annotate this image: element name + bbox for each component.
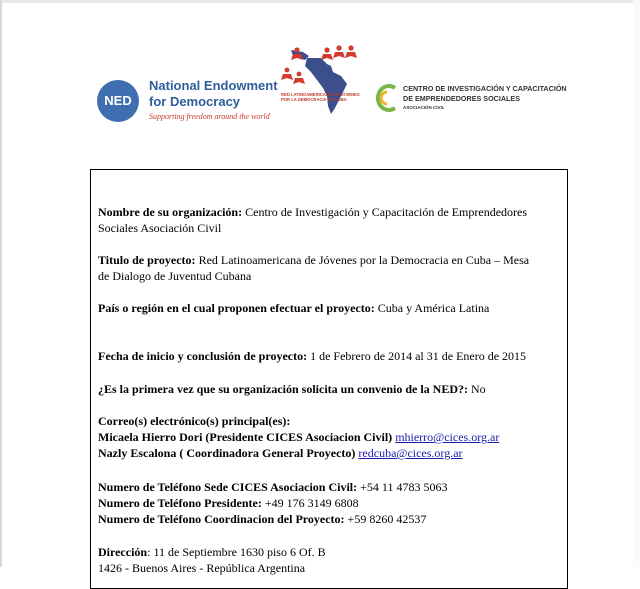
ned-name-line1: National Endowment: [149, 78, 278, 93]
org-value: Centro de Investigación y Capacitación de Emprendedores: [245, 205, 528, 219]
phone1-value: +54 11 4783 5063: [360, 480, 448, 494]
ned-tagline: Supporting freedom around the world: [149, 112, 270, 121]
title-value-cont: de Dialogo de Juventud Cubana: [98, 269, 252, 283]
email-person-1: Micaela Hierro Dori (Presidente CICES Asociacion Civil): [98, 430, 393, 444]
phone2-value: +49 176 3149 6808: [264, 496, 359, 510]
red-logo-text: RED LATINOAMERICANA DE JÓVENES POR LA DEMOCRACIA EN CUBA: [281, 92, 360, 102]
org-field: [98, 204, 568, 236]
ned-logo: [97, 78, 278, 124]
first-time-label: ¿Es la primera vez que su organización solicita un convenio de la NED?:: [98, 382, 468, 396]
cices-logo: [375, 80, 565, 120]
phone3-value: +59 8260 42537: [347, 512, 427, 526]
region-label: País o región en el cual proponen efectuar el proyecto:: [98, 301, 375, 315]
email-label: Correo(s) electrónico(s) principal(es):: [98, 414, 291, 428]
cices-ring-icon: [375, 82, 403, 114]
email-field: [98, 413, 568, 461]
email-link-1[interactable]: mhierro@cices.org.ar: [395, 430, 500, 444]
region-field: [98, 300, 568, 316]
title-value: Red Latinoamericana de Jóvenes por la Democracia en Cuba – Mesa: [198, 253, 530, 267]
title-field: [98, 252, 568, 284]
phone1-label: Numero de Teléfono Sede CICES Asociacion Civil:: [98, 480, 358, 494]
phone2-label: Numero de Teléfono Presidente:: [98, 496, 262, 510]
cices-title-line2: DE EMPRENDEDORES SOCIALES: [403, 94, 521, 103]
first-time-value: No: [471, 382, 486, 396]
org-label: Nombre de su organización:: [98, 205, 243, 219]
first-time-field: [98, 381, 568, 397]
page-left-edge: [0, 0, 2, 567]
dates-field: [98, 348, 568, 364]
dates-value: 1 de Febrero de 2014 al 31 de Enero de 2015: [310, 349, 527, 363]
ned-mark: NED: [97, 80, 139, 122]
address-label: Dirección: [98, 545, 148, 559]
address-line2: 1426 - Buenos Aires - República Argentina: [98, 561, 306, 575]
phone3-label: Numero de Teléfono Coordinacion del Proyecto:: [98, 512, 345, 526]
red-latinoamericana-logo: [281, 44, 363, 114]
dates-label: Fecha de inicio y conclusión de proyecto:: [98, 349, 308, 363]
org-value-cont: Sociales Asociación Civil: [98, 221, 222, 235]
address-value: : 11 de Septiembre 1630 piso 6 Of. B: [147, 545, 326, 559]
cices-subtitle: ASOCIACIÓN CIVIL: [403, 105, 445, 110]
phone-field: [98, 479, 568, 527]
cices-title-line1: CENTRO DE INVESTIGACIÓN Y CAPACITACIÓN: [403, 84, 567, 93]
title-label: Titulo de proyecto:: [98, 253, 196, 267]
page-right-margin: [633, 0, 640, 567]
email-person-2: Nazly Escalona ( Coordinadora General Proyecto): [98, 446, 356, 460]
latin-america-map-icon: [281, 44, 363, 114]
address-field: [98, 544, 568, 576]
email-link-2[interactable]: redcuba@cices.org.ar: [358, 446, 463, 460]
ned-name-line2: for Democracy: [149, 94, 241, 109]
page-top-edge: [0, 0, 640, 3]
region-value: Cuba y América Latina: [377, 301, 490, 315]
